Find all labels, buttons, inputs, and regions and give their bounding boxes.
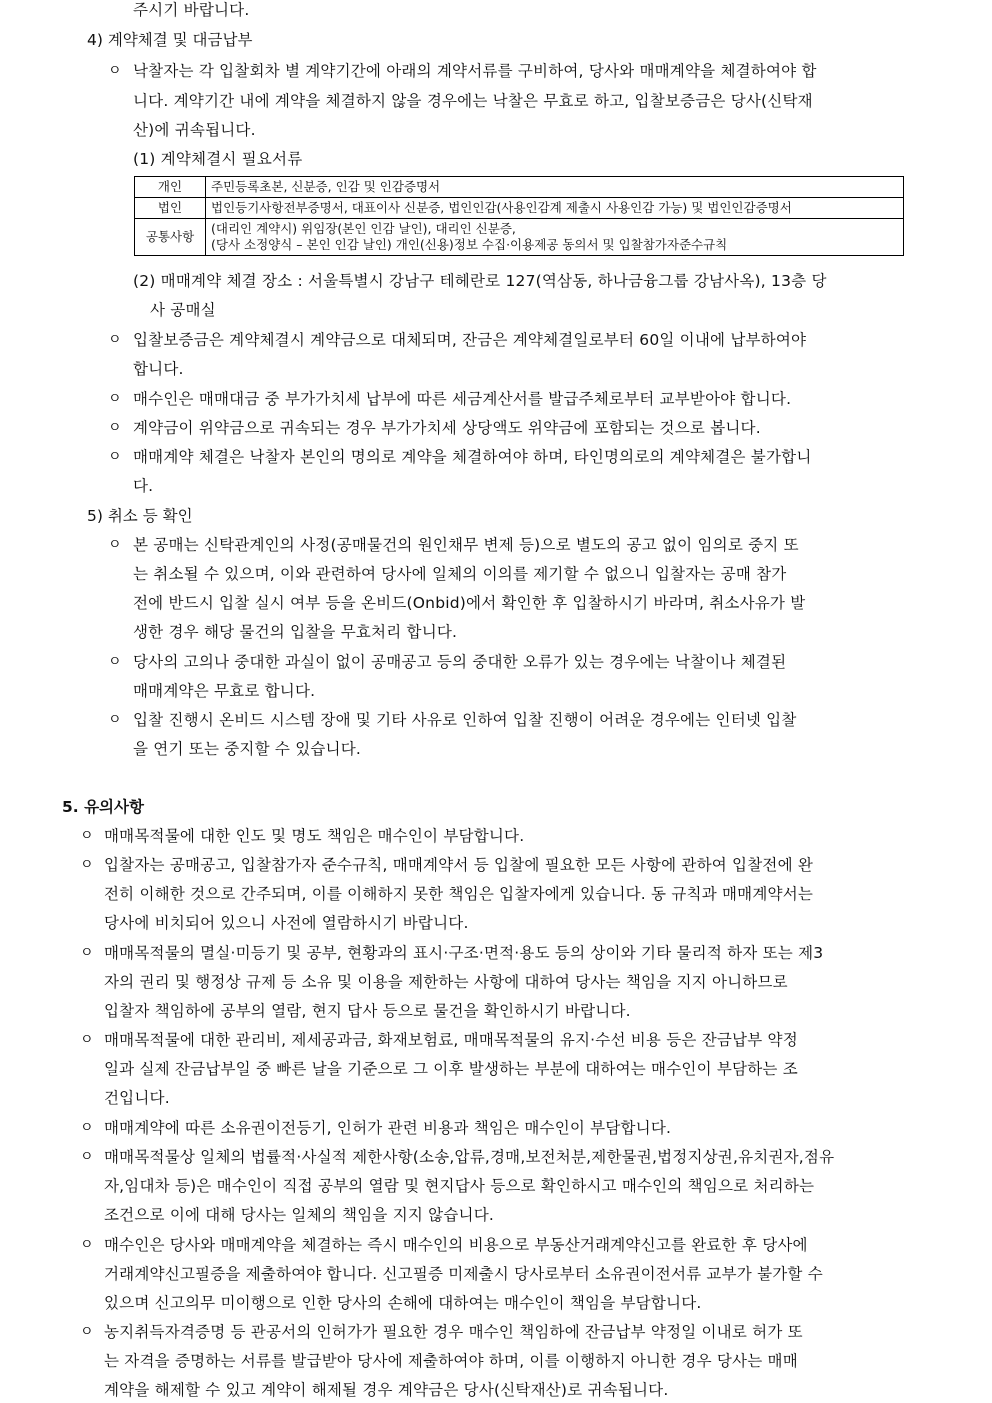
paragraph-line: 조건으로 이에 대해 당사는 일체의 책임을 지지 않습니다. xyxy=(104,1206,494,1224)
paragraph-line: 자의 권리 및 행정상 규제 등 소유 및 이용을 제한하는 사항에 대하여 당사는 책임을 지지 아니하므로 xyxy=(104,973,788,991)
bullet-icon: ㅇ xyxy=(108,537,122,553)
paragraph-line: 매매목적물에 대한 인도 및 명도 책임은 매수인이 부담합니다. xyxy=(104,827,525,845)
bullet-icon: ㅇ xyxy=(108,712,122,728)
paragraph-line: 입찰자 책임하에 공부의 열람, 현지 답사 등으로 물건을 확인하시기 바랍니다. xyxy=(104,1002,631,1020)
bullet-icon: ㅇ xyxy=(108,391,122,407)
paragraph-line: (2) 매매계약 체결 장소 : 서울특별시 강남구 테헤란로 127(역삼동, 하나금융그룹 강남사옥), 13층 당 xyxy=(133,272,827,290)
bullet-icon: ㅇ xyxy=(80,1324,94,1340)
paragraph-line: 본 공매는 신탁관계인의 사정(공매물건의 원인채무 변제 등)으로 별도의 공고 없이 임의로 중지 또 xyxy=(133,536,799,554)
required-documents-table xyxy=(134,176,904,256)
bullet-icon: ㅇ xyxy=(80,1237,94,1253)
paragraph-line: 는 취소될 수 있으며, 이와 관련하여 당사에 일체의 이의를 제기할 수 없으니 입찰자는 공매 참가 xyxy=(133,565,787,583)
paragraph-line: 계약금이 위약금으로 귀속되는 경우 부가가치세 상당액도 위약금에 포함되는 것으로 봅니다. xyxy=(133,419,761,437)
table-value: 주민등록초본, 신분증, 인감 및 인감증명서 xyxy=(206,177,904,198)
bullet-icon: ㅇ xyxy=(108,449,122,465)
paragraph-line: 사 공매실 xyxy=(150,301,216,319)
paragraph-line: 낙찰자는 각 입찰회차 별 계약기간에 아래의 계약서류를 구비하여, 당사와 매매계약을 체결하여야 합 xyxy=(133,62,817,80)
section-heading-cancel: 5) 취소 등 확인 xyxy=(87,507,193,525)
section-heading-contract: 4) 계약체결 및 대금납부 xyxy=(87,31,253,49)
sub-heading: (1) 계약체결시 필요서류 xyxy=(133,150,303,168)
paragraph-line: 건입니다. xyxy=(104,1089,170,1107)
table-value xyxy=(206,219,904,256)
paragraph-line: 매매계약에 따른 소유권이전등기, 인허가 관련 비용과 책임은 매수인이 부담합니다. xyxy=(104,1119,672,1137)
paragraph-line: 당사에 비치되어 있으니 사전에 열람하시기 바랍니다. xyxy=(104,914,469,932)
paragraph-line: 니다. 계약기간 내에 계약을 체결하지 않을 경우에는 낙찰은 무효로 하고, 입찰보증금은 당사(신탁재 xyxy=(133,92,813,110)
paragraph-line: 농지취득자격증명 등 관공서의 인허가가 필요한 경우 매수인 책임하에 잔금납부 약정일 이내로 허가 또 xyxy=(104,1323,803,1341)
table-row xyxy=(135,219,904,256)
paragraph-line: 매매목적물에 대한 관리비, 제세공과금, 화재보험료, 매매목적물의 유지·수선 비용 등은 잔금납부 약정 xyxy=(104,1031,798,1049)
paragraph-line: 매수인은 당사와 매매계약을 체결하는 즉시 매수인의 비용으로 부동산거래계약신고를 완료한 후 당사에 xyxy=(104,1236,808,1254)
table-value: 법인등기사항전부증명서, 대표이사 신분증, 법인인감(사용인감계 제출시 사용인감 가능) 및 법인인감증명서 xyxy=(206,198,904,219)
bullet-icon: ㅇ xyxy=(80,1149,94,1165)
paragraph-line: 당사의 고의나 중대한 과실이 없이 공매공고 등의 중대한 오류가 있는 경우에는 낙찰이나 체결된 xyxy=(133,653,787,671)
paragraph-line: 생한 경우 해당 물건의 입찰을 무효처리 합니다. xyxy=(133,623,458,641)
paragraph-line: 입찰보증금은 계약체결시 계약금으로 대체되며, 잔금은 계약체결일로부터 60일 이내에 납부하여야 xyxy=(133,331,807,349)
bullet-icon: ㅇ xyxy=(80,828,94,844)
bullet-icon: ㅇ xyxy=(80,857,94,873)
bullet-icon: ㅇ xyxy=(80,1120,94,1136)
paragraph-line: 매매계약 체결은 낙찰자 본인의 명의로 계약을 체결하여야 하며, 타인명의로의 계약체결은 불가합니 xyxy=(133,448,812,466)
table-key: 공통사항 xyxy=(135,219,206,256)
paragraph-line: 자,임대차 등)은 매수인이 직접 공부의 열람 및 현지답사 등으로 확인하시고 매수인의 책임으로 처리하는 xyxy=(104,1177,815,1195)
paragraph-line: 매매계약은 무효로 합니다. xyxy=(133,682,316,700)
paragraph-line: 매매목적물상 일체의 법률적·사실적 제한사항(소송,압류,경매,보전처분,제한물권,법정지상권,유치권자,점유 xyxy=(104,1148,835,1166)
paragraph-line: 거래계약신고필증을 제출하여야 합니다. 신고필증 미제출시 당사로부터 소유권이전서류 교부가 불가할 수 xyxy=(104,1265,823,1283)
paragraph-line: 계약을 해제할 수 있고 계약이 해제될 경우 계약금은 당사(신탁재산)로 귀속됩니다. xyxy=(104,1381,669,1399)
bullet-icon: ㅇ xyxy=(80,1032,94,1048)
paragraph-line: 합니다. xyxy=(133,360,184,378)
bullet-icon: ㅇ xyxy=(80,945,94,961)
table-row xyxy=(135,198,904,219)
paragraph-line: 을 연기 또는 중지할 수 있습니다. xyxy=(133,740,362,758)
paragraph-line: 매매목적물의 멸실·미등기 및 공부, 현황과의 표시·구조·면적·용도 등의 상이와 기타 물리적 하자 또는 제3 xyxy=(104,944,824,962)
paragraph-line: 있으며 신고의무 미이행으로 인한 당사의 손해에 대하여는 매수인이 책임을 부담합니다. xyxy=(104,1294,702,1312)
table-value-line: (당사 소정양식 – 본인 인감 날인) 개인(신용)정보 수집·이용제공 동의서 및 입찰참가자준수규칙 xyxy=(211,237,728,252)
paragraph-line: 산)에 귀속됩니다. xyxy=(133,121,256,139)
continuation-text: 주시기 바랍니다. xyxy=(133,1,250,19)
bullet-icon: ㅇ xyxy=(108,654,122,670)
table-row xyxy=(135,177,904,198)
paragraph-line: 일과 실제 잔금납부일 중 빠른 날을 기준으로 그 이후 발생하는 부분에 대하여는 매수인이 부담하는 조 xyxy=(104,1060,798,1078)
table-value-line: (대리인 계약시) 위임장(본인 인감 날인), 대리인 신분증, xyxy=(211,221,516,236)
paragraph-line: 매수인은 매매대금 중 부가가치세 납부에 따른 세금계산서를 발급주체로부터 교부받아야 합니다. xyxy=(133,390,792,408)
table-key: 법인 xyxy=(135,198,206,219)
table-key: 개인 xyxy=(135,177,206,198)
paragraph-line: 는 자격을 증명하는 서류를 발급받아 당사에 제출하여야 하며, 이를 이행하지 아니한 경우 당사는 매매 xyxy=(104,1352,798,1370)
bullet-icon: ㅇ xyxy=(108,332,122,348)
paragraph-line: 다. xyxy=(133,477,154,495)
bullet-icon: ㅇ xyxy=(108,63,122,79)
bullet-icon: ㅇ xyxy=(108,420,122,436)
paragraph-line: 전히 이해한 것으로 간주되며, 이를 이해하지 못한 책임은 입찰자에게 있습니다. 동 규칙과 매매계약서는 xyxy=(104,885,814,903)
paragraph-line: 입찰자는 공매공고, 입찰참가자 준수규칙, 매매계약서 등 입찰에 필요한 모든 사항에 관하여 입찰전에 완 xyxy=(104,856,814,874)
paragraph-line: 전에 반드시 입찰 실시 여부 등을 온비드(Onbid)에서 확인한 후 입찰하시기 바라며, 취소사유가 발 xyxy=(133,594,806,612)
paragraph-line: 입찰 진행시 온비드 시스템 장애 및 기타 사유로 인하여 입찰 진행이 어려운 경우에는 인터넷 입찰 xyxy=(133,711,797,729)
section-heading-notes: 5. 유의사항 xyxy=(62,798,144,816)
